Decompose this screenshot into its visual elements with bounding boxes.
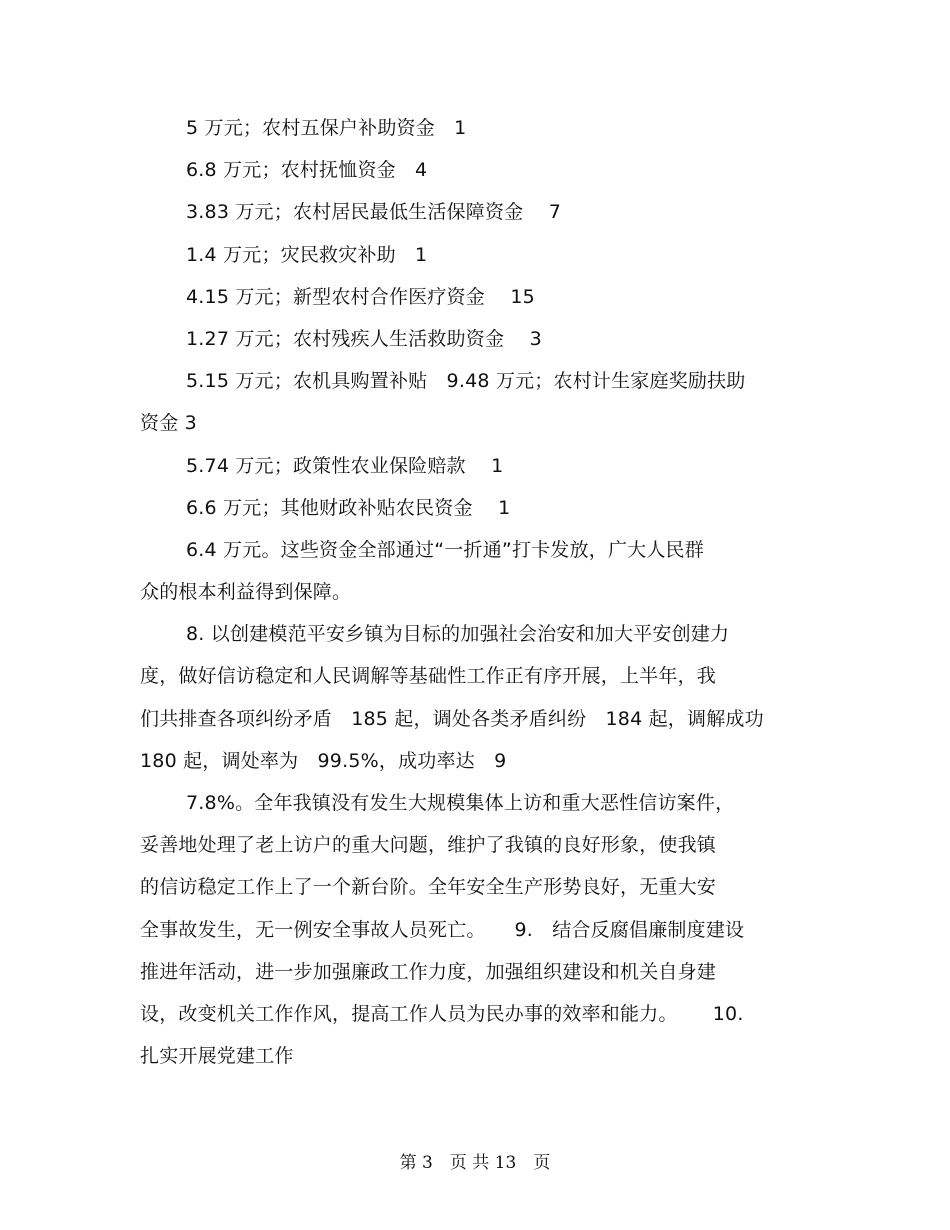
- text-line: 设，改变机关工作作风，提高工作人员为民办事的效率和能力。 10.: [140, 1003, 744, 1025]
- text-line: 8. 以创建模范平安乡镇为目标的加强社会治安和加大平安创建力: [186, 623, 730, 645]
- page-number-footer: 第 3 页 共 13 页: [399, 1153, 551, 1173]
- text-line: 3.83 万元；农村居民最低生活保障资金 7: [186, 201, 562, 223]
- text-line: 推进年活动，进一步加强廉政工作力度，加强组织建设和机关自身建: [140, 961, 717, 983]
- text-line: 6.6 万元；其他财政补贴农民资金 1: [186, 497, 511, 519]
- text-line: 4.15 万元；新型农村合作医疗资金 15: [186, 286, 535, 308]
- text-line: 度，做好信访稳定和人民调解等基础性工作正有序开展，上半年，我: [140, 665, 717, 687]
- text-line: 资金 3: [140, 412, 197, 434]
- text-line: 扎实开展党建工作: [140, 1045, 294, 1067]
- text-line: 的信访稳定工作上了一个新台阶。全年安全生产形势良好，无重大安: [140, 876, 717, 898]
- text-line: 5.74 万元；政策性农业保险赔款 1: [186, 455, 504, 477]
- text-line: 众的根本利益得到保障。: [140, 581, 352, 603]
- text-line: 6.4 万元。这些资金全部通过“一折通”打卡发放，广大人民群: [186, 539, 704, 561]
- text-line: 7.8%。全年我镇没有发生大规模集体上访和重大恶性信访案件，: [186, 792, 735, 814]
- text-line: 1.27 万元；农村残疾人生活救助资金 3: [186, 328, 542, 350]
- text-line: 180 起，调处率为 99.5%，成功率达 9: [140, 750, 507, 772]
- text-line: 1.4 万元；灾民救灾补助 1: [186, 244, 428, 266]
- text-line: 6.8 万元；农村抚恤资金 4: [186, 159, 428, 181]
- text-line: 5 万元；农村五保户补助资金 1: [186, 117, 467, 139]
- text-line: 们共排查各项纠纷矛盾 185 起，调处各类矛盾纠纷 184 起，调解成功: [140, 708, 764, 730]
- text-line: 全事故发生，无一例安全事故人员死亡。 9. 结合反腐倡廉制度建设: [140, 919, 745, 941]
- text-line: 妥善地处理了老上访户的重大问题，维护了我镇的良好形象，使我镇: [140, 834, 717, 856]
- text-line: 5.15 万元；农机具购置补贴 9.48 万元；农村计生家庭奖励扶助: [186, 370, 746, 392]
